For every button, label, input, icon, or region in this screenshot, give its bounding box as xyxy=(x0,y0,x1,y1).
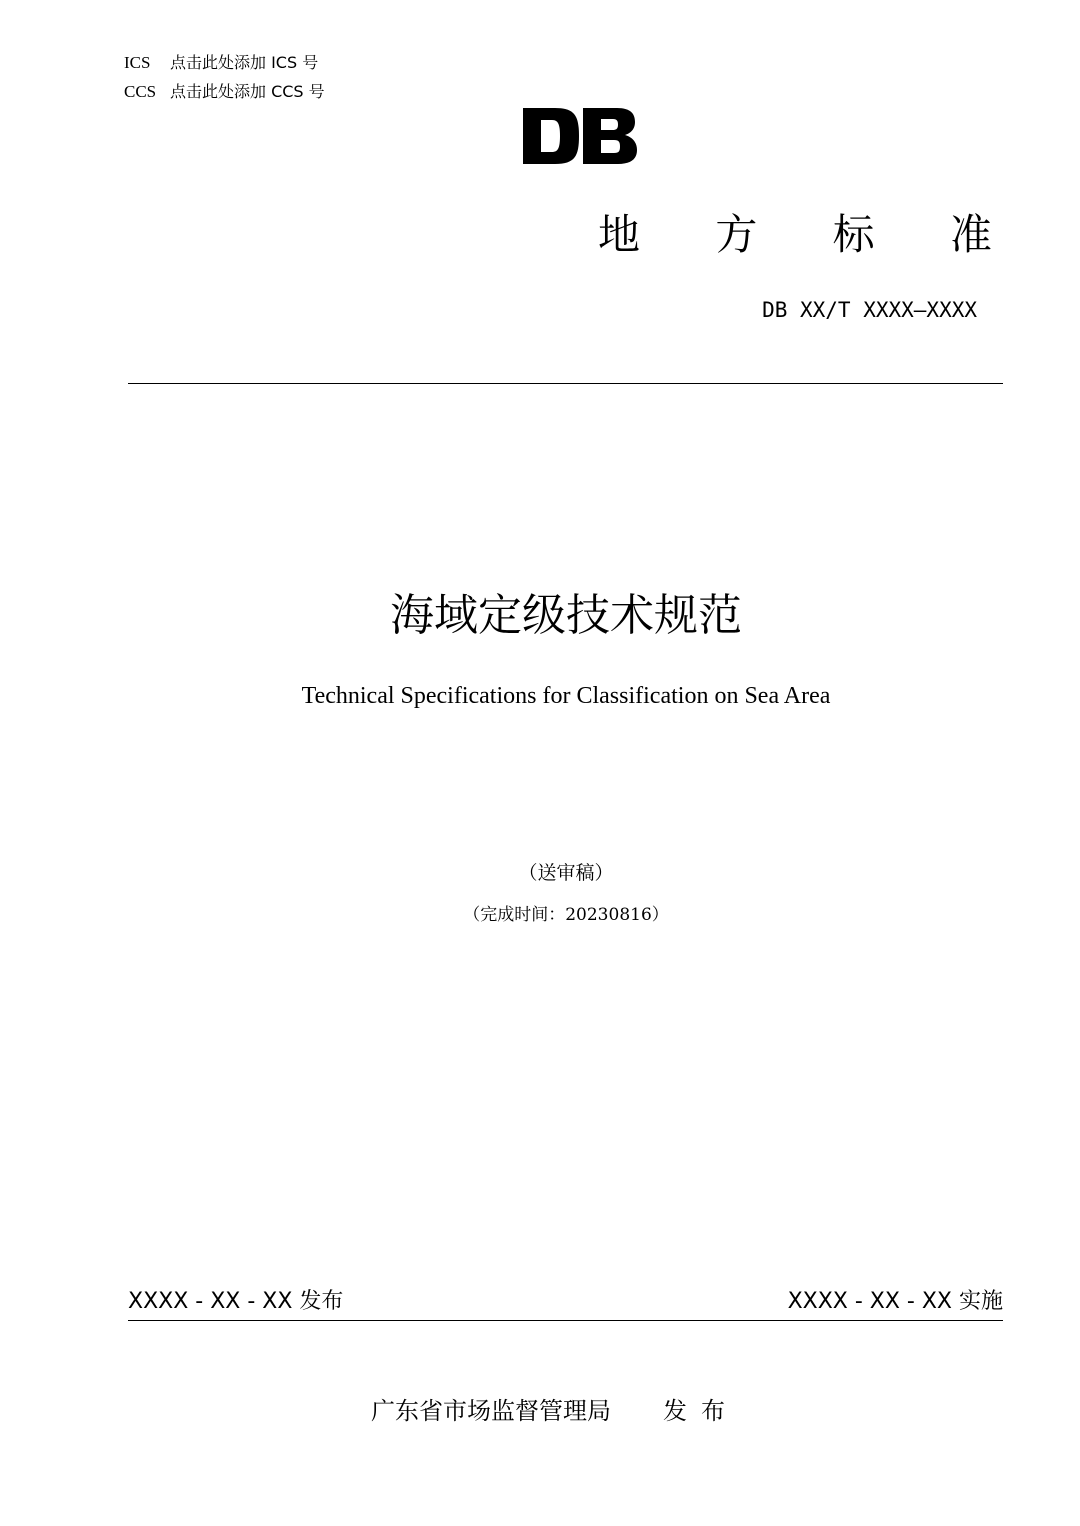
completion-time: （完成时间：20230816） xyxy=(463,905,669,925)
standard-type xyxy=(560,205,1020,265)
publish-date: XXXX - XX - XX 发布 xyxy=(128,1289,344,1314)
ccs-placeholder[interactable]: 点击此处添加 CCS 号 xyxy=(170,82,325,101)
document-title-chinese: 海域定级技术规范 xyxy=(390,590,742,641)
standard-type-char: 标 xyxy=(832,210,875,259)
ccs-line xyxy=(124,81,325,103)
header-divider xyxy=(128,383,1003,384)
implement-date: XXXX - XX - XX 实施 xyxy=(787,1289,1003,1314)
publisher-line xyxy=(0,1394,1080,1428)
standard-number: DB XX/T XXXX—XXXX xyxy=(762,298,977,322)
publisher-name: 广东省市场监督管理局 xyxy=(371,1397,611,1425)
footer-divider xyxy=(128,1320,1003,1321)
publisher-action: 发布 xyxy=(663,1397,739,1425)
document-title-english: Technical Specifications for Classification on Sea Area xyxy=(301,683,831,709)
ics-code: ICS xyxy=(124,53,151,72)
standard-type-char: 方 xyxy=(715,210,758,259)
standard-type-char: 地 xyxy=(598,210,641,259)
ics-placeholder[interactable]: 点击此处添加 ICS 号 xyxy=(170,53,319,72)
ics-line xyxy=(124,52,318,74)
ccs-code: CCS xyxy=(124,82,157,101)
db-logo xyxy=(521,106,639,166)
standard-type-char: 准 xyxy=(949,210,992,259)
draft-status: （送审稿） xyxy=(518,862,614,884)
